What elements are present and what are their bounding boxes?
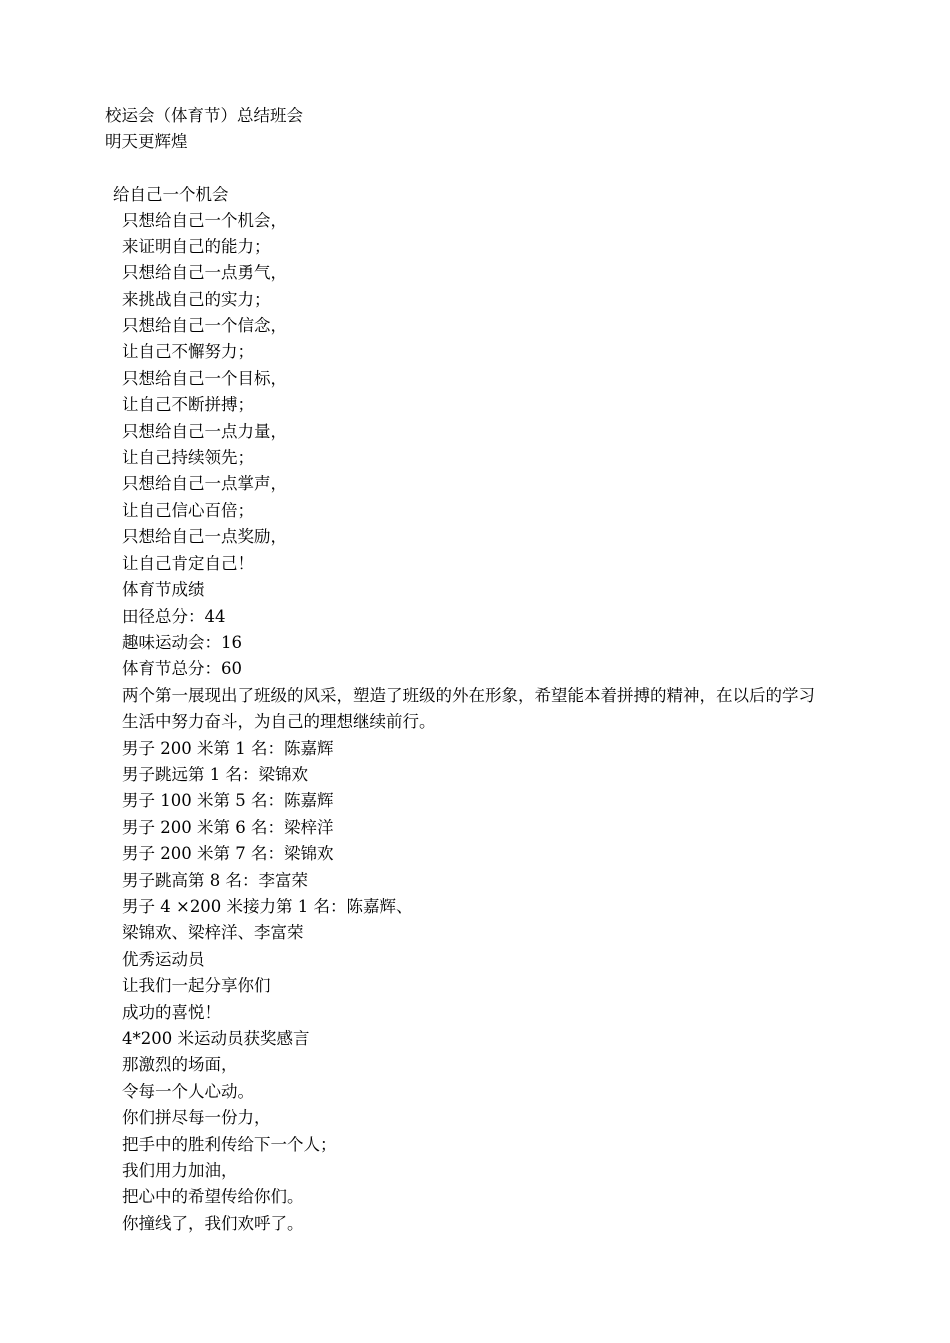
result-line: 梁锦欢、梁梓洋、李富荣 <box>122 923 304 942</box>
poem-title: 给自己一个机会 <box>113 185 229 204</box>
poem-line: 让自己肯定自己！ <box>122 554 254 573</box>
result-line: 男子 200 米第 7 名：梁锦欢 <box>122 844 334 863</box>
speech-line: 把心中的希望传给你们。 <box>122 1187 304 1206</box>
poem-line: 让自己不断拼搏； <box>122 395 254 414</box>
summary-line: 生活中努力奋斗，为自己的理想继续前行。 <box>122 712 436 731</box>
poem-line: 让自己持续领先； <box>122 448 254 467</box>
speech-line: 我们用力加油， <box>122 1161 238 1180</box>
result-line: 男子跳远第 1 名：梁锦欢 <box>122 765 308 784</box>
poem-line: 只想给自己一个目标， <box>122 369 287 388</box>
poem-line: 只想给自己一个机会， <box>122 211 287 230</box>
result-line: 男子 4 ×200 米接力第 1 名：陈嘉辉、 <box>122 897 413 916</box>
poem-line: 让自己不懈努力； <box>122 342 254 361</box>
speech-heading: 4*200 米运动员获奖感言 <box>122 1029 310 1048</box>
share-line: 让我们一起分享你们 <box>122 976 271 995</box>
speech-line: 那激烈的场面， <box>122 1055 238 1074</box>
scores-heading: 体育节成绩 <box>122 580 205 599</box>
summary-line: 两个第一展现出了班级的风采，塑造了班级的外在形象，希望能本着拼搏的精神，在以后的学习 <box>122 686 815 705</box>
speech-line: 令每一个人心动。 <box>122 1082 254 1101</box>
poem-line: 来挑战自己的实力； <box>122 290 271 309</box>
document-subtitle: 明天更辉煌 <box>105 132 188 151</box>
speech-line: 你们拼尽每一份力， <box>122 1108 271 1127</box>
result-line: 男子跳高第 8 名：李富荣 <box>122 871 308 890</box>
share-line: 成功的喜悦！ <box>122 1003 221 1022</box>
score-line: 趣味运动会：16 <box>122 633 242 652</box>
result-line: 男子 200 米第 1 名：陈嘉辉 <box>122 739 334 758</box>
poem-line: 只想给自己一点勇气， <box>122 263 287 282</box>
poem-line: 只想给自己一个信念， <box>122 316 287 335</box>
speech-line: 把手中的胜利传给下一个人； <box>122 1135 337 1154</box>
poem-line: 只想给自己一点奖励， <box>122 527 287 546</box>
poem-line: 让自己信心百倍； <box>122 501 254 520</box>
poem-line: 只想给自己一点力量， <box>122 422 287 441</box>
score-line: 体育节总分：60 <box>122 659 242 678</box>
poem-line: 来证明自己的能力； <box>122 237 271 256</box>
result-line: 男子 100 米第 5 名：陈嘉辉 <box>122 791 334 810</box>
score-line: 田径总分：44 <box>122 607 226 626</box>
athletes-heading: 优秀运动员 <box>122 950 205 969</box>
result-line: 男子 200 米第 6 名：梁梓洋 <box>122 818 334 837</box>
poem-line: 只想给自己一点掌声， <box>122 474 287 493</box>
speech-line: 你撞线了，我们欢呼了。 <box>122 1214 304 1233</box>
document-title: 校运会（体育节）总结班会 <box>105 106 303 125</box>
